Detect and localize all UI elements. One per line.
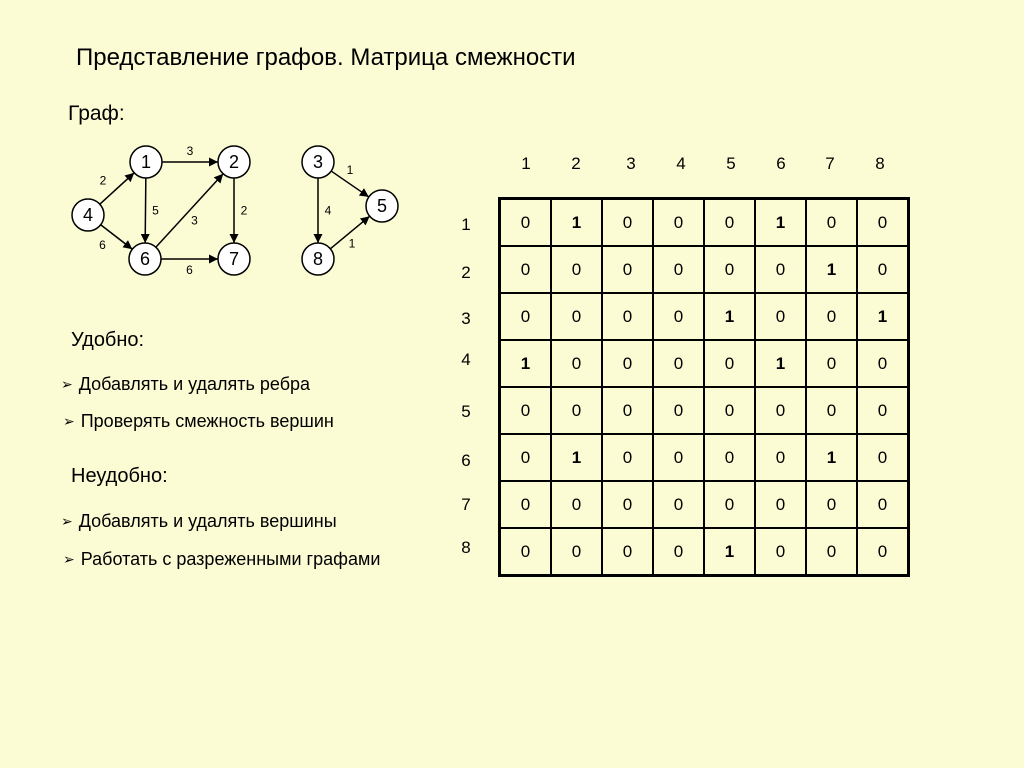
matrix-cell: 0 (500, 387, 552, 434)
matrix-column-header: 8 (875, 154, 885, 173)
pros-item-label: Добавлять и удалять ребра (78, 374, 311, 394)
matrix-cell: 0 (602, 434, 653, 481)
matrix-cell: 0 (602, 528, 653, 576)
matrix-cell: 0 (704, 246, 755, 293)
matrix-cell: 0 (500, 199, 552, 247)
matrix-cell: 0 (602, 340, 653, 387)
matrix-cell: 0 (500, 246, 552, 293)
matrix-cell: 0 (857, 387, 909, 434)
matrix-cell: 0 (755, 481, 806, 528)
matrix-row (500, 246, 909, 293)
matrix-cell: 0 (857, 246, 909, 293)
matrix-cell: 0 (551, 481, 602, 528)
edge-weight-label: 2 (240, 203, 248, 218)
matrix-row-header: 8 (461, 538, 471, 557)
matrix-cell: 1 (806, 434, 857, 481)
graph-node-label: 5 (376, 196, 388, 216)
graph-node-label: 3 (312, 152, 324, 172)
matrix-cell: 0 (755, 528, 806, 576)
matrix-cell: 0 (704, 340, 755, 387)
matrix-cell: 0 (500, 528, 552, 576)
matrix-cell: 0 (857, 340, 909, 387)
pros-heading: Удобно: (71, 329, 145, 351)
matrix-cell: 0 (857, 481, 909, 528)
matrix-cell: 0 (500, 293, 552, 340)
matrix-row (500, 199, 909, 247)
bullet-arrow-icon: ➢ (61, 513, 73, 529)
graph-edge-6-2 (156, 174, 223, 247)
matrix-row (500, 434, 909, 481)
matrix-row-header: 4 (461, 350, 471, 369)
matrix-cell: 0 (653, 199, 704, 247)
graph-node-label: 6 (139, 249, 151, 269)
matrix-cell: 0 (653, 340, 704, 387)
matrix-cell: 0 (500, 481, 552, 528)
matrix-column-header: 1 (521, 154, 531, 173)
matrix-cell: 0 (551, 246, 602, 293)
matrix-cell: 0 (704, 199, 755, 247)
graph-node-3 (302, 146, 334, 178)
page-title: Представление графов. Матрица смежности (76, 44, 576, 71)
matrix-cell: 0 (653, 387, 704, 434)
matrix-column-header: 2 (571, 154, 581, 173)
matrix-cell: 0 (602, 246, 653, 293)
matrix-row-header: 7 (461, 495, 471, 514)
matrix-cell: 1 (704, 528, 755, 576)
matrix-cell: 0 (704, 481, 755, 528)
matrix-row (500, 340, 909, 387)
matrix-cell: 1 (500, 340, 552, 387)
matrix-cell: 0 (755, 387, 806, 434)
bullet-arrow-icon: ➢ (61, 376, 73, 392)
matrix-cell: 0 (857, 434, 909, 481)
matrix-cell: 1 (755, 340, 806, 387)
graph-node-label: 8 (312, 249, 324, 269)
bullet-arrow-icon: ➢ (63, 413, 75, 429)
matrix-row (500, 528, 909, 576)
matrix-cell: 1 (704, 293, 755, 340)
matrix-cell: 0 (653, 293, 704, 340)
matrix-row-header: 5 (461, 402, 471, 421)
edge-weight-label: 6 (99, 238, 106, 252)
edge-weight-label: 2 (99, 173, 107, 188)
matrix-cell: 0 (551, 387, 602, 434)
matrix-column-header: 5 (726, 154, 736, 173)
edge-weight-label: 5 (152, 203, 159, 218)
matrix-cell: 0 (602, 293, 653, 340)
pros-item (61, 374, 310, 395)
matrix-cell: 0 (857, 528, 909, 576)
matrix-cell: 1 (806, 246, 857, 293)
matrix-cell: 0 (857, 199, 909, 247)
matrix-cell: 1 (857, 293, 909, 340)
matrix-row-header: 3 (461, 309, 471, 328)
graph-node-label: 7 (228, 249, 240, 269)
graph-node-1 (130, 146, 162, 178)
matrix-cell: 0 (551, 293, 602, 340)
pros-item (63, 411, 334, 432)
matrix-cell: 0 (602, 481, 653, 528)
matrix-cell: 0 (551, 340, 602, 387)
graph-node-label: 2 (228, 152, 240, 172)
matrix-row (500, 387, 909, 434)
edge-weight-label: 1 (346, 163, 354, 177)
edge-weight-label: 4 (324, 203, 332, 218)
graph-node-label: 1 (140, 152, 152, 172)
matrix-cell: 0 (755, 293, 806, 340)
matrix-cell: 0 (806, 387, 857, 434)
matrix-cell: 0 (806, 199, 857, 247)
matrix-column-header: 3 (626, 154, 636, 173)
matrix-row (500, 293, 909, 340)
matrix-row-header: 2 (461, 263, 471, 282)
pros-item-label: Проверять смежность вершин (80, 411, 334, 431)
matrix-cell: 0 (806, 293, 857, 340)
matrix-column-header: 6 (776, 154, 786, 173)
matrix-column-header: 7 (825, 154, 835, 173)
graph-heading: Граф: (68, 102, 125, 125)
cons-item-label: Работать с разреженными графами (80, 549, 381, 569)
graph-node-2 (218, 146, 250, 178)
matrix-cell: 0 (653, 528, 704, 576)
edge-weight-label: 3 (191, 213, 198, 228)
matrix-cell: 1 (551, 434, 602, 481)
matrix-cell: 0 (755, 246, 806, 293)
matrix-cell: 0 (602, 387, 653, 434)
matrix-column-header: 4 (676, 154, 686, 173)
matrix-cell: 0 (806, 528, 857, 576)
graph-node-7 (218, 243, 250, 275)
matrix-cell: 1 (551, 199, 602, 247)
matrix-cell: 0 (551, 528, 602, 576)
cons-item-label: Добавлять и удалять вершины (78, 511, 337, 531)
cons-heading: Неудобно: (71, 465, 168, 487)
graph-node-6 (129, 243, 161, 275)
edge-weight-label: 1 (348, 236, 356, 251)
graph-node-5 (366, 190, 398, 222)
matrix-row-header: 1 (461, 215, 471, 234)
matrix-cell: 0 (653, 481, 704, 528)
matrix-cell: 0 (704, 434, 755, 481)
matrix-cell: 0 (653, 246, 704, 293)
matrix-row (500, 481, 909, 528)
cons-item (61, 511, 337, 532)
graph-node-8 (302, 243, 334, 275)
matrix-cell: 0 (755, 434, 806, 481)
matrix-cell: 0 (806, 340, 857, 387)
cons-item (63, 549, 380, 570)
matrix-cell: 0 (653, 434, 704, 481)
graph-node-label: 4 (82, 205, 94, 225)
matrix-cell: 0 (704, 387, 755, 434)
graph-diagram (60, 135, 410, 285)
edge-weight-label: 6 (186, 263, 193, 277)
matrix-cell: 0 (806, 481, 857, 528)
edge-weight-label: 3 (186, 144, 194, 158)
matrix-cell: 0 (500, 434, 552, 481)
adjacency-matrix (498, 197, 910, 577)
matrix-cell: 1 (755, 199, 806, 247)
graph-edge-1-6 (145, 178, 146, 243)
bullet-arrow-icon: ➢ (63, 551, 75, 567)
matrix-row-header: 6 (461, 451, 471, 470)
matrix-cell: 0 (602, 199, 653, 247)
graph-node-4 (72, 199, 104, 231)
